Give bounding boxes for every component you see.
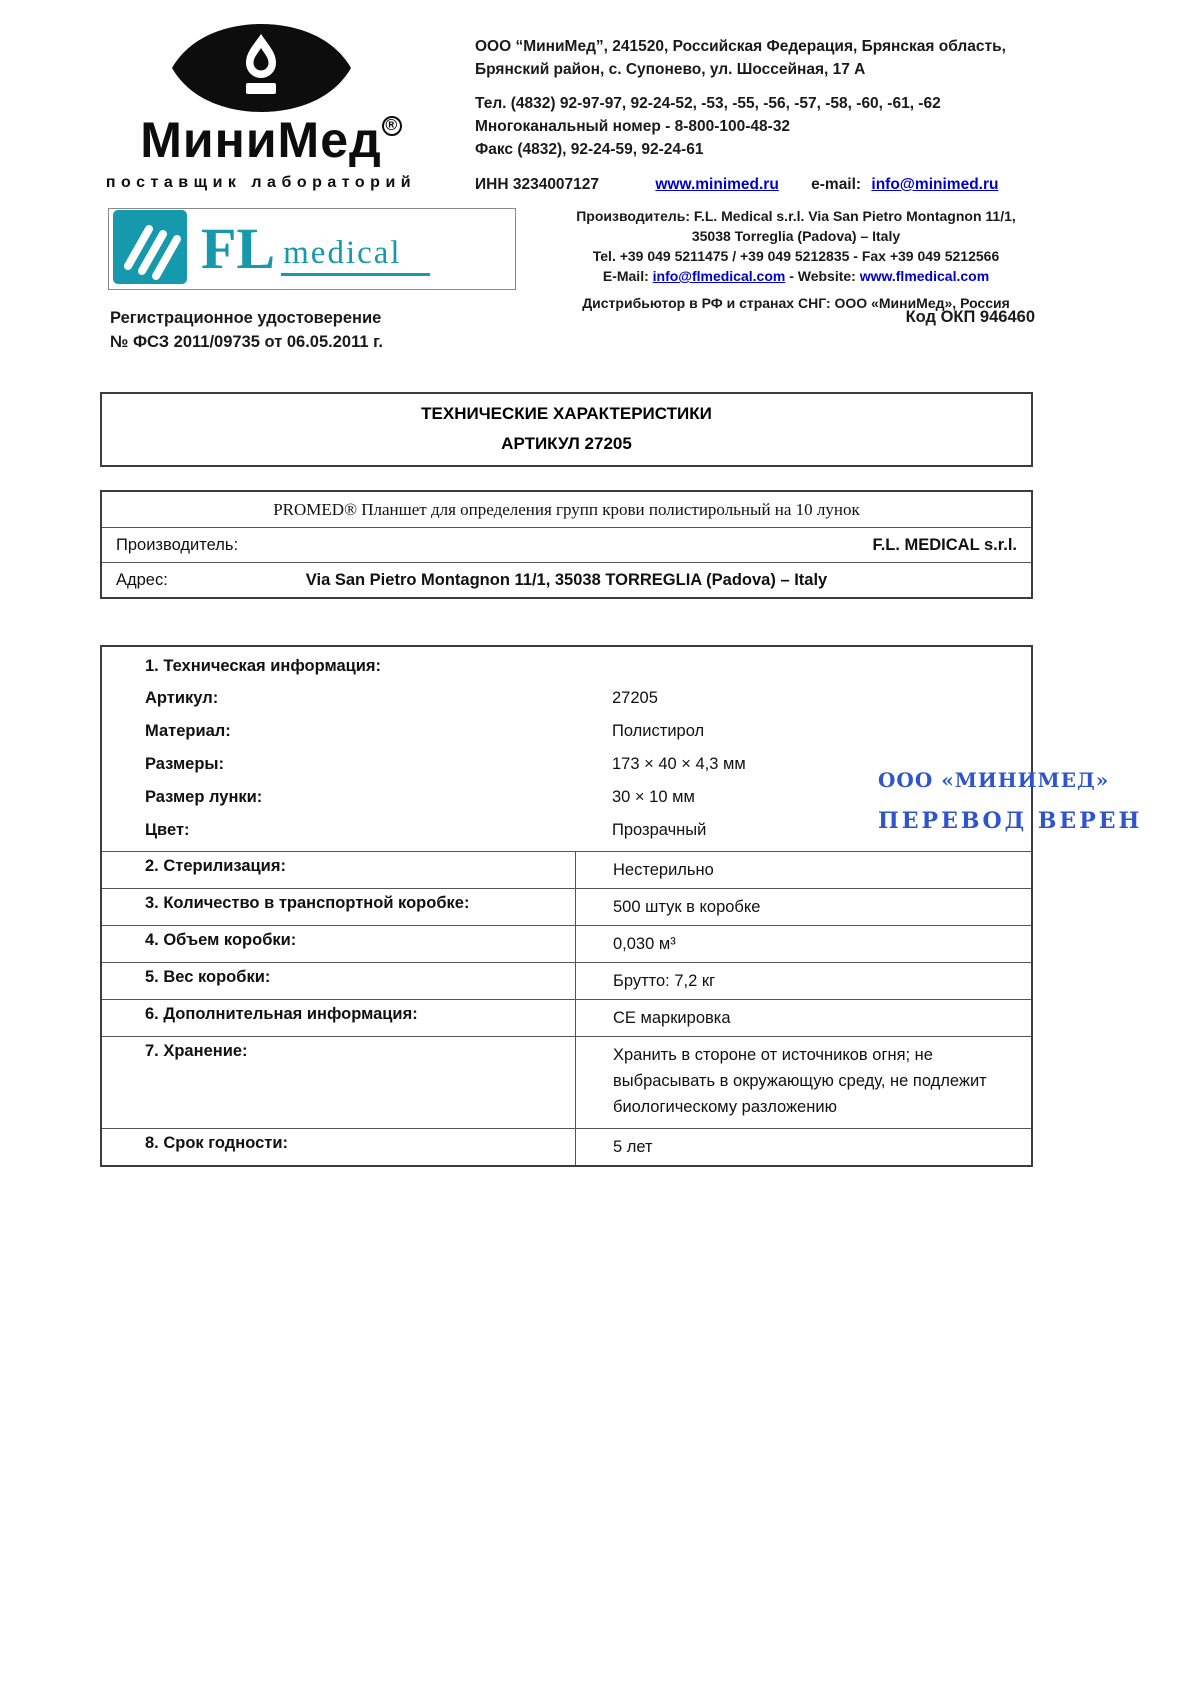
- manufacturer-label: Производитель:: [116, 535, 239, 554]
- table-row: Размеры: 173 × 40 × 4,3 мм: [145, 755, 746, 773]
- title-box: [100, 392, 1033, 467]
- flmedical-email-link[interactable]: info@flmedical.com: [652, 268, 786, 284]
- producer-email-line: [555, 266, 1037, 286]
- company-contact-block: [475, 35, 1040, 196]
- table-row: 3. Количество в транспортной коробке: 500 штук в коробке: [102, 888, 1031, 925]
- company-inn: ИНН 3234007127: [475, 176, 600, 193]
- company-phone: Тел. (4832) 92-97-97, 92-24-52, -53, -55, -56, -57, -58, -60, -61, -62: [475, 95, 941, 112]
- table-row: Артикул: 27205: [145, 689, 658, 707]
- spec-table: [100, 645, 1033, 1167]
- minimed-tagline: поставщик лабораторий: [105, 174, 417, 191]
- producer-line2: 35038 Torreglia (Padova) – Italy: [691, 228, 901, 244]
- table-row: 5. Вес коробки: Брутто: 7,2 кг: [102, 962, 1031, 999]
- medical-wordmark: medical: [281, 235, 429, 276]
- table-row: Цвет: Прозрачный: [145, 821, 707, 839]
- email-label: e-mail:: [811, 176, 862, 193]
- product-name-row: [102, 492, 1031, 527]
- fl-medical-hand-icon: [113, 210, 187, 289]
- table-row: 4. Объем коробки: 0,030 м³: [102, 925, 1031, 962]
- minimed-email-link[interactable]: info@minimed.ru: [871, 176, 999, 193]
- fl-wordmark: FL: [201, 216, 276, 281]
- producer-website-label: - Website:: [789, 268, 856, 284]
- company-fax: Факс (4832), 92-24-59, 92-24-61: [475, 141, 704, 158]
- table-row: 6. Дополнительная информация: СЕ маркировка: [102, 999, 1031, 1036]
- doc-title: ТЕХНИЧЕСКИЕ ХАРАКТЕРИСТИКИ: [421, 404, 712, 423]
- minimed-website-link[interactable]: www.minimed.ru: [655, 176, 779, 193]
- producer-line1: Производитель: F.L. Medical s.r.l. Via San Pietro Montagnon 11/1,: [576, 208, 1016, 224]
- manufacturer-row: [102, 527, 1031, 562]
- address-label: Адрес:: [116, 570, 168, 589]
- fl-medical-logo: [108, 208, 516, 290]
- stamp-verified: ПЕРЕВОД ВЕРЕН: [878, 808, 1143, 834]
- address-row: [102, 562, 1031, 597]
- product-name: PROMED® Планшет для определения групп крови полистирольный на 10 лунок: [273, 499, 860, 519]
- company-address-line1: ООО “МиниМед”, 241520, Российская Федерация, Брянская область,: [475, 38, 1006, 55]
- table-row: Размер лунки: 30 × 10 мм: [145, 788, 695, 806]
- registered-trademark-icon: ®: [382, 116, 402, 136]
- producer-email-label: E-Mail:: [602, 268, 649, 284]
- translation-stamp: [878, 768, 1143, 834]
- doc-article: АРТИКУЛ 27205: [501, 434, 632, 453]
- company-address-line2: Брянский район, с. Супонево, ул. Шоссейная, 17 А: [475, 61, 866, 78]
- manufacturer-value: F.L. MEDICAL s.r.l.: [872, 535, 1017, 554]
- okp-code: Код ОКП 946460: [905, 308, 1035, 326]
- distributor-line: Дистрибьютор в РФ и странах СНГ: ООО «МиниМед», Россия: [582, 295, 1010, 311]
- producer-block: [555, 206, 1037, 313]
- minimed-logo: [105, 22, 417, 192]
- stamp-company: ООО «МИНИМЕД»: [878, 768, 1110, 792]
- table-row: Материал: Полистирол: [145, 722, 705, 740]
- table-row: 2. Стерилизация: Нестерильно: [102, 851, 1031, 888]
- registration-certificate: Регистрационное удостоверение № ФСЗ 2011/09735 от 06.05.2011 г.: [110, 309, 383, 351]
- address-value: Via San Pietro Montagnon 11/1, 35038 TORREGLIA (Padova) – Italy: [305, 570, 828, 589]
- spec-section-title: 1. Техническая информация:: [145, 657, 382, 675]
- table-row: 7. Хранение: Хранить в стороне от источников огня; не выбрасывать в окружающую среду, не подлежит биологическому разложению: [102, 1036, 1031, 1128]
- producer-tel: Tel. +39 049 5211475 / +39 049 5212835 - Fax +39 049 5212566: [592, 248, 1000, 264]
- minimed-wordmark: МиниМед ®: [140, 114, 382, 166]
- company-multichannel: Многоканальный номер - 8-800-100-48-32: [475, 118, 791, 135]
- minimed-candle-icon: [105, 22, 417, 114]
- table-row: 8. Срок годности: 5 лет: [102, 1128, 1031, 1165]
- product-table: [100, 490, 1033, 599]
- flmedical-website-link[interactable]: www.flmedical.com: [859, 268, 990, 284]
